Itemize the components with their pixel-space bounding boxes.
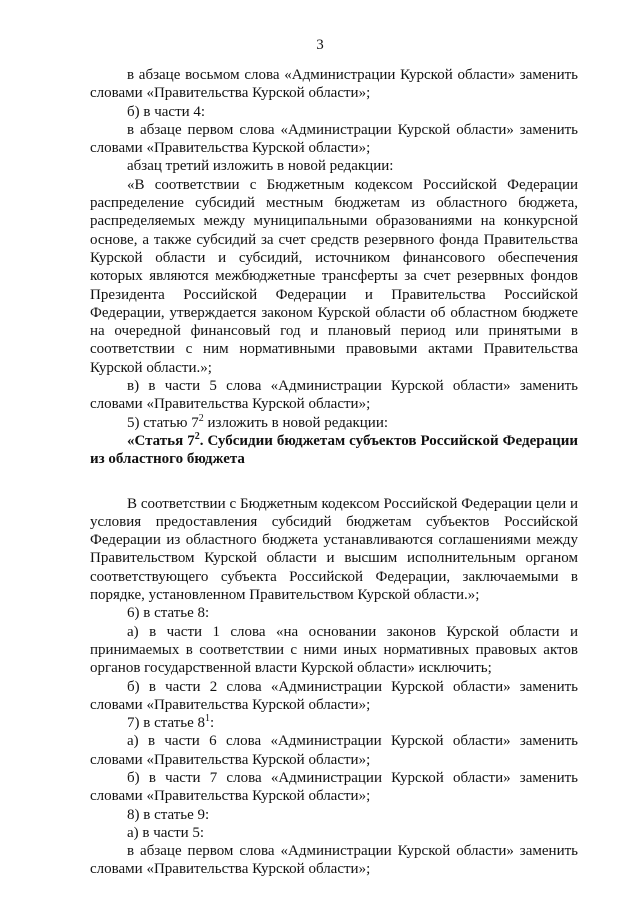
article-heading <box>90 432 578 469</box>
heading-text: . Субсидии бюджетам субъектов Российской Федерации из областного бюджета <box>90 432 579 468</box>
heading-text: «Статья 7 <box>127 432 195 449</box>
paragraph <box>90 714 578 732</box>
paragraph: б) в части 7 слова «Администрации Курской области» заменить словами «Правительства Курской области»; <box>90 769 578 805</box>
paragraph: в абзаце восьмом слова «Администрации Курской области» заменить словами «Правительства Курской области»; <box>90 67 578 102</box>
page-number: 3 <box>316 37 324 53</box>
paragraph: абзац третий изложить в новой редакции: <box>127 158 394 175</box>
paragraph: в абзаце первом слова «Администрации Курской области» заменить словами «Правительства Курской области»; <box>90 843 578 878</box>
paragraph <box>90 414 578 432</box>
paragraph: 6) в статье 8: <box>127 605 210 622</box>
paragraph-text: 5) статью 7 <box>127 414 199 431</box>
superscript: 1 <box>205 713 211 725</box>
paragraph-text: изложить в новой редакции: <box>203 414 389 431</box>
paragraph-text: 7) в статье 8 <box>127 715 206 732</box>
paragraph: а) в части 6 слова «Администрации Курской области» заменить словами «Правительства Курской области»; <box>90 733 578 768</box>
document-body <box>90 66 578 879</box>
superscript: 2 <box>198 412 204 424</box>
paragraph: в абзаце первом слова «Администрации Курской области» заменить словами «Правительства Курской области»; <box>90 121 578 157</box>
paragraph: а) в части 1 слова «на основании законов Курской области и принимаемых в соответствии с ними иных нормативных правовых актов органов государственной власти Курской области» исключить; <box>90 623 578 677</box>
paragraph: 8) в статье 9: <box>127 806 210 823</box>
paragraph: а) в части 5: <box>127 824 205 841</box>
paragraph: «В соответствии с Бюджетным кодексом Российской Федерации распределение субсидий местным бюджетам из областного бюджета, распределяемых между муниципальными образованиями на конкурсной основе, а также субсидий за счет средств резервного фонда Правительства Курской области и субсидий, источником финансового обеспечения которых являются межбюджетные трансферты за счет резервных фондов Президента Российской Федерации и Правительства Российской Федерации, утверждается законом Курской области об областном бюджете на очередной финансовый год и плановый период или принятыми в соответствии с ним нормативными правовыми актами Правительства Курской области.»; <box>90 176 578 376</box>
paragraph: б) в части 4: <box>127 103 206 120</box>
paragraph: В соответствии с Бюджетным кодексом Российской Федерации цели и условия предоставления субсидий бюджетам субъектов Российской Федерации из областного бюджета устанавливаются соглашениями между Правительством Курской области и высшим исполнительным органом соответствующего субъекта Российской Федерации, заключаемыми в порядке, установленном Правительством Курской области.»; <box>90 495 578 604</box>
paragraph: б) в части 2 слова «Администрации Курской области» заменить словами «Правительства Курской области»; <box>90 678 578 713</box>
paragraph: в) в части 5 слова «Администрации Курской области» заменить словами «Правительства Курской области»; <box>90 378 578 413</box>
paragraph-text: : <box>210 715 215 732</box>
spacer <box>90 469 578 495</box>
superscript: 2 <box>194 430 200 442</box>
